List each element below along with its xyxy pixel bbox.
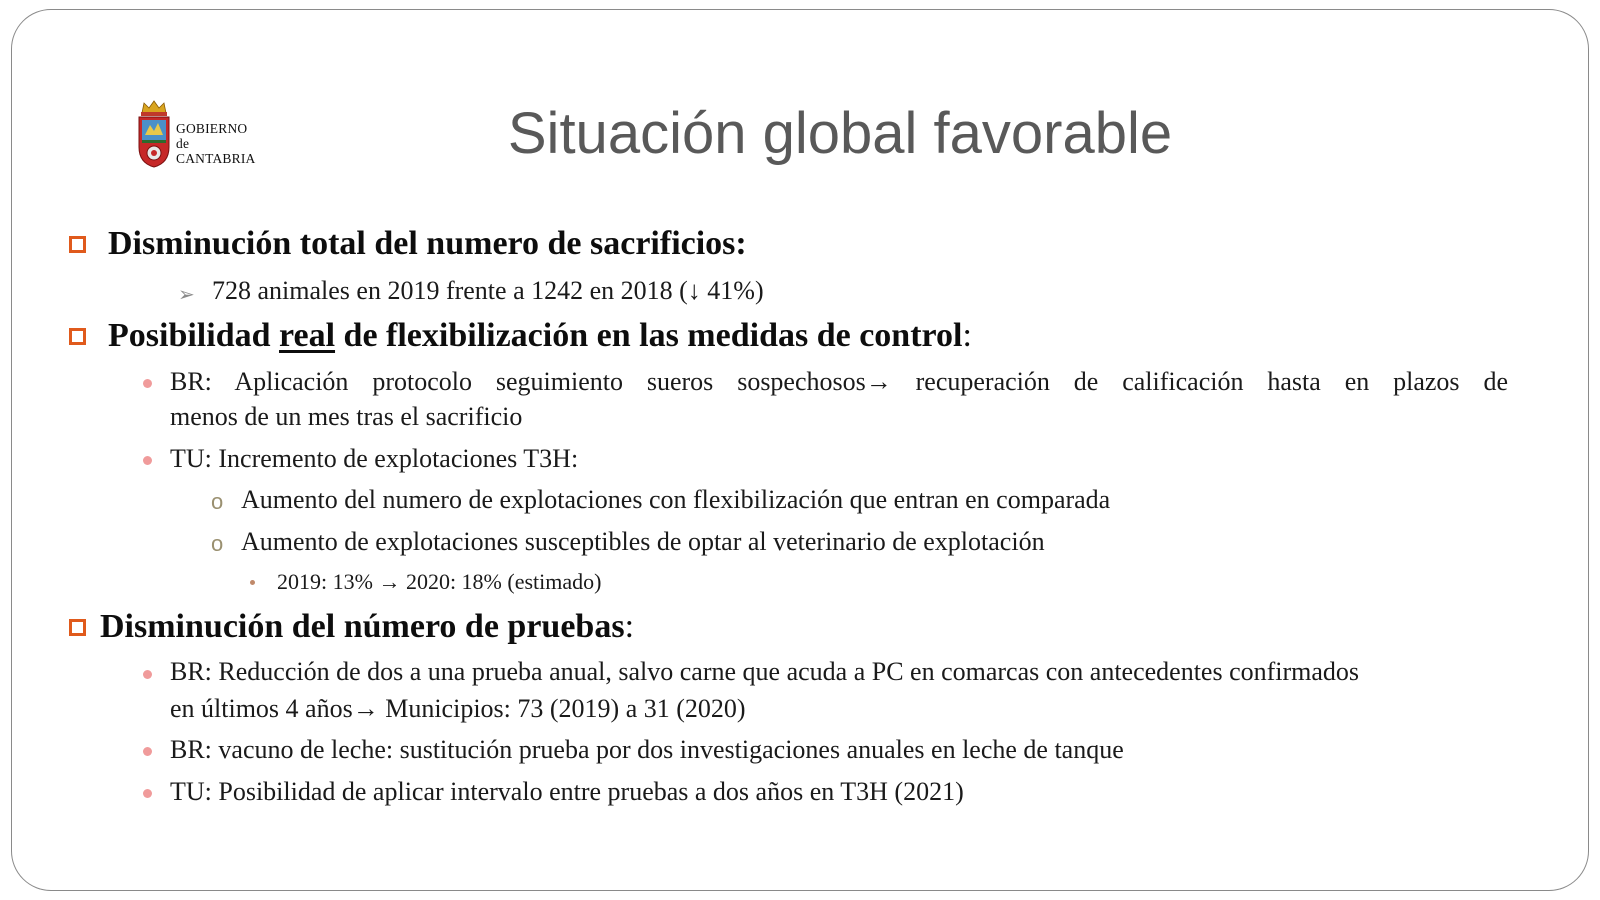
section3-heading-text: Disminución del número de pruebas [100,608,625,645]
square-bullet-icon [69,236,86,253]
coat-of-arms-icon [136,99,172,169]
section2-heading-end: de flexibilización en las medidas de control [335,317,963,354]
section2-sub1: Aumento del numero de explotaciones con flexibilización que entran en comparada [241,485,1111,514]
section2-br-line2: menos de un mes tras el sacrificio [170,402,523,431]
section2-heading-colon: : [962,317,972,354]
section3-heading [100,608,634,646]
square-bullet-icon [69,619,86,636]
small-dot-bullet-icon [250,580,255,585]
section3-item3: TU: Posibilidad de aplicar intervalo entre pruebas a dos años en T3H (2021) [170,777,964,806]
section3-item2: BR: vacuno de leche: sustitución prueba por dos investigaciones anuales en leche de tanque [170,735,1124,764]
section1-heading: Disminución total del numero de sacrificios: [108,225,747,262]
circle-bullet-icon: o [211,531,224,556]
dot-bullet-icon [143,379,152,388]
dot-bullet-icon [143,456,152,465]
section3-heading-colon: : [624,608,635,645]
square-bullet-icon [69,328,86,345]
section2-heading [108,317,972,355]
dot-bullet-icon [143,789,152,798]
arrowhead-bullet-icon: ➢ [178,284,195,306]
gobierno-cantabria-logo [136,99,276,169]
logo-text-line2: de [176,136,190,151]
section3-item1-line1: BR: Reducción de dos a una prueba anual, salvo carne que acuda a PC en comarcas con antecedentes confirmados [170,657,1360,686]
section2-subsub: 2019: 13% → 2020: 18% (estimado) [277,569,602,594]
section3-item1-line2: en últimos 4 años→ Municipios: 73 (2019) a 31 (2020) [170,694,746,723]
circle-bullet-icon: o [211,489,224,514]
section2-heading-underlined: real [279,317,336,354]
section2-tu: TU: Incremento de explotaciones T3H: [170,444,579,473]
logo-text-line3: CANTABRIA [176,151,256,166]
logo-text-line1: GOBIERNO [176,121,248,136]
dot-bullet-icon [143,747,152,756]
section2-heading-start: Posibilidad [108,317,280,354]
dot-bullet-icon [143,670,152,679]
section2-sub2: Aumento de explotaciones susceptibles de optar al veterinario de explotación [241,527,1045,556]
section1-item: 728 animales en 2019 frente a 1242 en 2018 (↓ 41%) [212,276,764,305]
slide-title: Situación global favorable [507,101,1173,166]
section2-br-line1: BR: Aplicación protocolo seguimiento sueros sospechosos→ recuperación de calificación hasta en plazos de [170,367,1508,396]
